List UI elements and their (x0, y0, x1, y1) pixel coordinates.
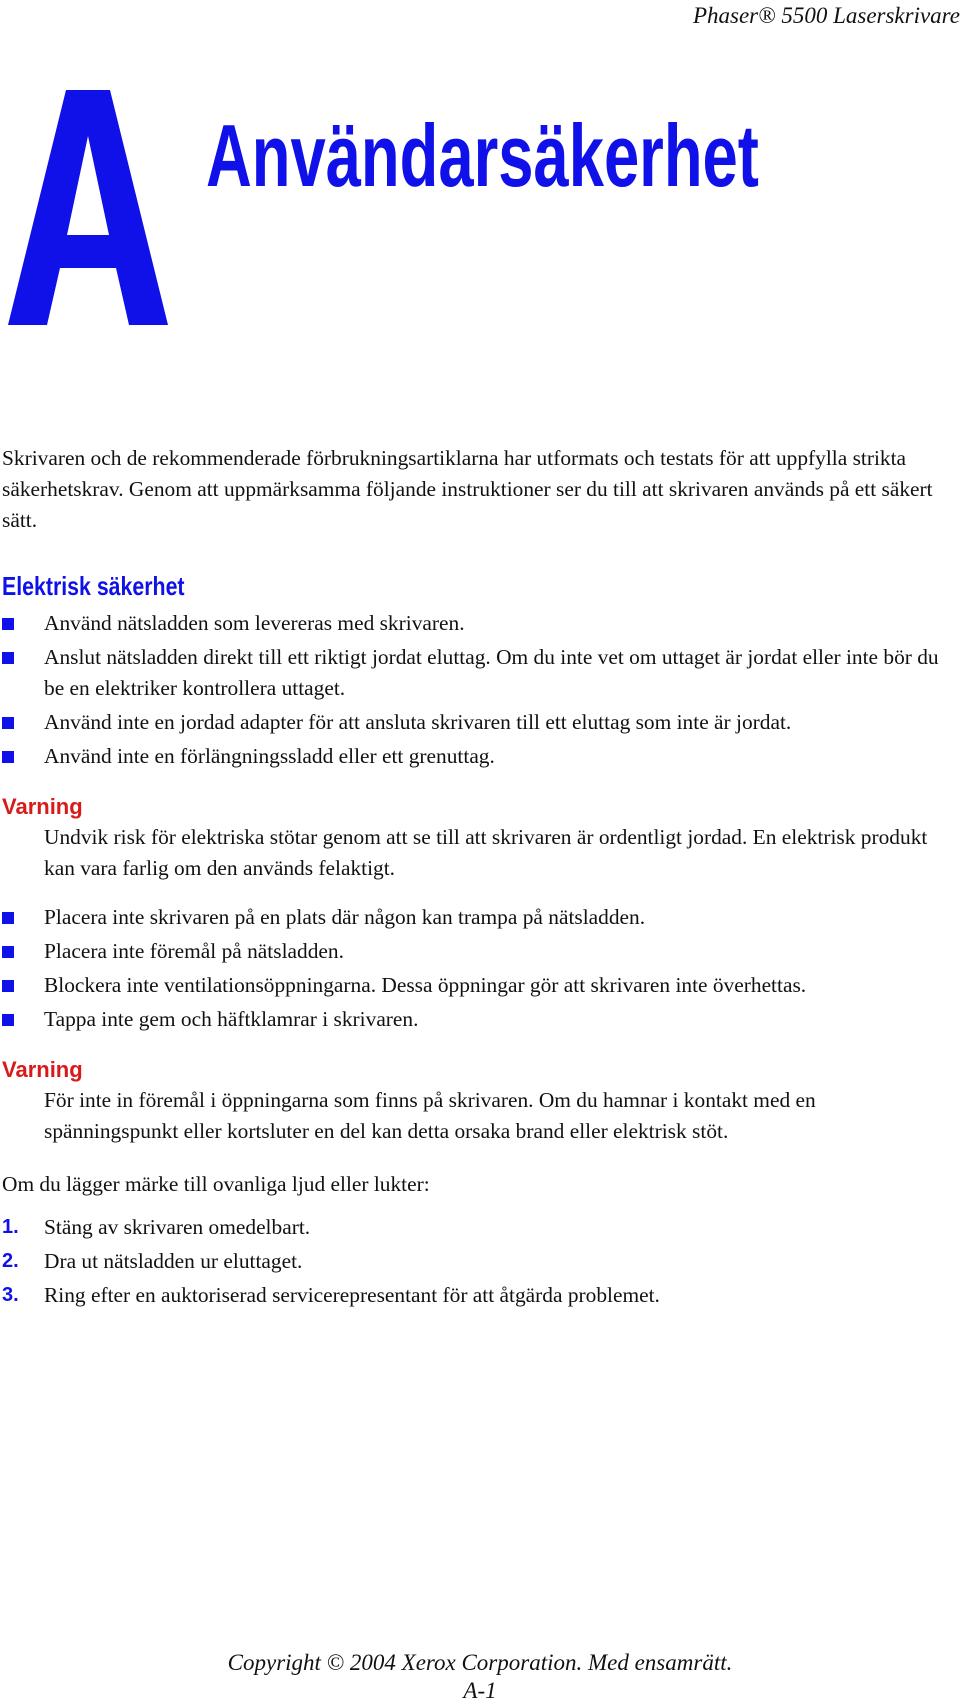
section-heading: Elektrisk säkerhet (2, 571, 185, 601)
list-item: Använd nätsladden som levereras med skrivaren. (2, 608, 952, 639)
warning-label: Varning (2, 1057, 83, 1082)
list-item: Placera inte skrivaren på en plats där någon kan trampa på nätsladden. (2, 902, 952, 933)
footer-copyright: Copyright © 2004 Xerox Corporation. Med ensamrätt. (227, 1650, 733, 1675)
page-content (2, 443, 952, 1314)
list-item: Anslut nätsladden direkt till ett riktigt jordat eluttag. Om du inte vet om uttaget är jordat eller inte bör du be en elektriker kontrollera uttaget. (2, 642, 952, 704)
step-item (2, 1212, 952, 1243)
list-item: Tappa inte gem och häftklamrar i skrivaren. (2, 1004, 952, 1035)
running-header: Phaser® 5500 Laserskrivare (692, 3, 960, 28)
list-item: Använd inte en jordad adapter för att ansluta skrivaren till ett eluttag som inte är jordat. (2, 707, 952, 738)
step-text: Ring efter en auktoriserad servicerepresentant för att åtgärda problemet. (44, 1283, 660, 1307)
step-item (2, 1280, 952, 1311)
warning-text: För inte in föremål i öppningarna som finns på skrivaren. Om du hamnar i kontakt med en spänningspunkt eller kortsluter en del kan detta orsaka brand eller elektrisk stöt. (44, 1088, 816, 1143)
bullet-square-icon (2, 618, 14, 630)
step-number: 3. (2, 1284, 19, 1306)
warning-label: Varning (2, 794, 83, 819)
list-item: Använd inte en förlängningssladd eller ett grenuttag. (2, 741, 952, 772)
steps-intro: Om du lägger märke till ovanliga ljud eller lukter: (2, 1172, 430, 1196)
step-item (2, 1246, 952, 1277)
numbered-steps (2, 1212, 952, 1311)
warning-text: Undvik risk för elektriska stötar genom att se till att skrivaren är ordentligt jordad. En elektrisk produkt kan vara farlig om den används felaktigt. (44, 825, 928, 880)
intro-paragraph: Skrivaren och de rekommenderade förbrukningsartiklarna har utformats och testats för att uppfylla strikta säkerhetskrav. Genom att uppmärksamma följande instruktioner ser du till att skrivaren används på ett säkert sätt. (2, 446, 933, 532)
list-item: Placera inte föremål på nätsladden. (2, 936, 952, 967)
bullet-square-icon (2, 751, 14, 763)
bullet-square-icon (2, 912, 14, 924)
chapter-title: Användarsäkerhet (206, 106, 759, 205)
step-text: Dra ut nätsladden ur eluttaget. (44, 1249, 303, 1273)
step-number: 1. (2, 1216, 19, 1238)
list-item: Blockera inte ventilationsöppningarna. Dessa öppningar gör att skrivaren inte överhettas. (2, 970, 952, 1001)
bullet-list-2 (2, 902, 952, 1035)
page-number: A-1 (463, 1678, 497, 1703)
bullet-square-icon (2, 980, 14, 992)
bullet-square-icon (2, 1014, 14, 1026)
chapter-letter-graphic (8, 90, 168, 325)
bullet-square-icon (2, 652, 14, 664)
chapter-letter (8, 90, 168, 325)
bullet-square-icon (2, 946, 14, 958)
step-text: Stäng av skrivaren omedelbart. (44, 1215, 311, 1239)
bullet-square-icon (2, 717, 14, 729)
step-number: 2. (2, 1250, 19, 1272)
bullet-list-1 (2, 608, 952, 772)
